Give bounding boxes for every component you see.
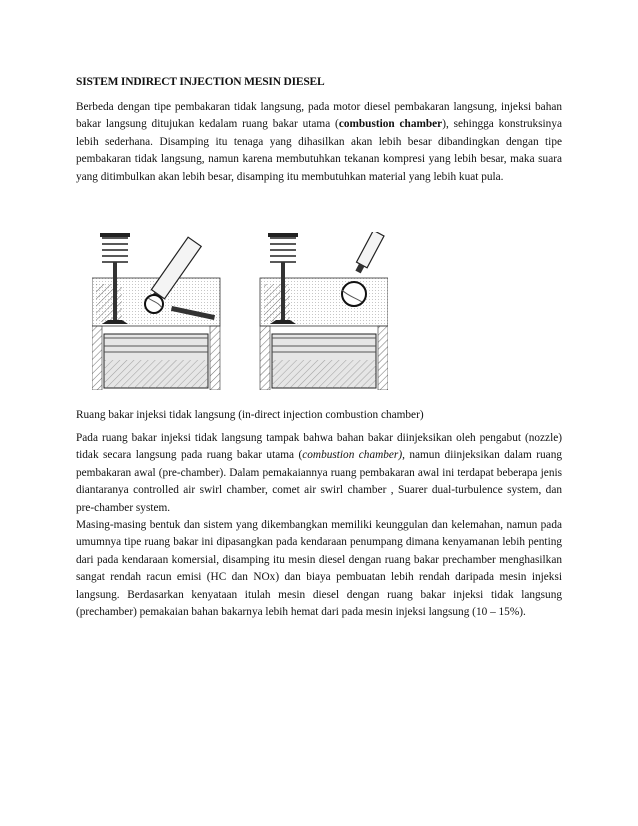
italic-term: combustion chamber), xyxy=(302,449,405,462)
figure-caption: Ruang bakar injeksi tidak langsung (in-direct injection combustion chamber) xyxy=(76,409,424,421)
paragraph-direct-injection xyxy=(76,99,562,186)
left-engine-diagram xyxy=(92,233,220,390)
right-engine-diagram xyxy=(260,232,388,390)
paragraph-prechamber xyxy=(76,430,562,517)
paragraph-text: Pada ruang bakar injeksi tidak langsung tampak bahwa bahan bakar diinjeksikan oleh pengabut (nozzle) tidak secara langsung pada ruang bakar utama ( xyxy=(76,432,562,462)
document-title: SISTEM INDIRECT INJECTION MESIN DIESEL xyxy=(76,76,325,88)
paragraph-advantages: Masing-masing bentuk dan sistem yang dikembangkan memiliki keunggulan dan kelemahan, namun pada umumnya tipe ruang bakar ini dipasangkan pada kendaraan penumpang dimana kenyamanan lebih penting dari pada kendaraan komersial, disamping itu mesin diesel dengan ruang bakar prechamber menghasilkan sangat rendah racun emisi (HC dan NOx) dan biaya pembuatan lebih rendah daripada mesin injeksi langsung. Berdasarkan kenyataan itulah mesin diesel dengan ruang bakar injeksi tidak langsung (prechamber) pemakaian bahan bakarnya lebih hemat dari pada mesin injeksi langsung (10 – 15%). xyxy=(76,519,562,619)
paragraph-text: Berbeda dengan tipe pembakaran tidak langsung, pada motor diesel pembakaran langsung, injeksi bahan bakar langsung ditujukan kedalam ruang bakar utama ( xyxy=(76,101,562,131)
indirect-injection-illustration xyxy=(92,232,388,390)
paragraph-text: ), sehingga konstruksinya lebih sederhana. Disamping itu tenaga yang dihasilkan akan lebih besar dibandingkan dengan tipe pembakaran tidak langsung, namun karena membutuhkan tekanan kompresi yang lebih besar, maka suara yang ditimbulkan akan lebih besar, disamping itu membutuhkan material yang lebih kuat pula. xyxy=(76,118,562,183)
bold-term: combustion chamber xyxy=(338,118,443,131)
paragraph-text: namun diinjeksikan dalam ruang pembakaran awal (pre-chamber). Dalam pemakaiannya ruang pembakaran awal ini terdapat beberapa jenis diantaranya controlled air swirl chamber, comet air swirl chamber , Suarer dual-turbulence system, dan pre-chamber system. xyxy=(76,449,562,514)
